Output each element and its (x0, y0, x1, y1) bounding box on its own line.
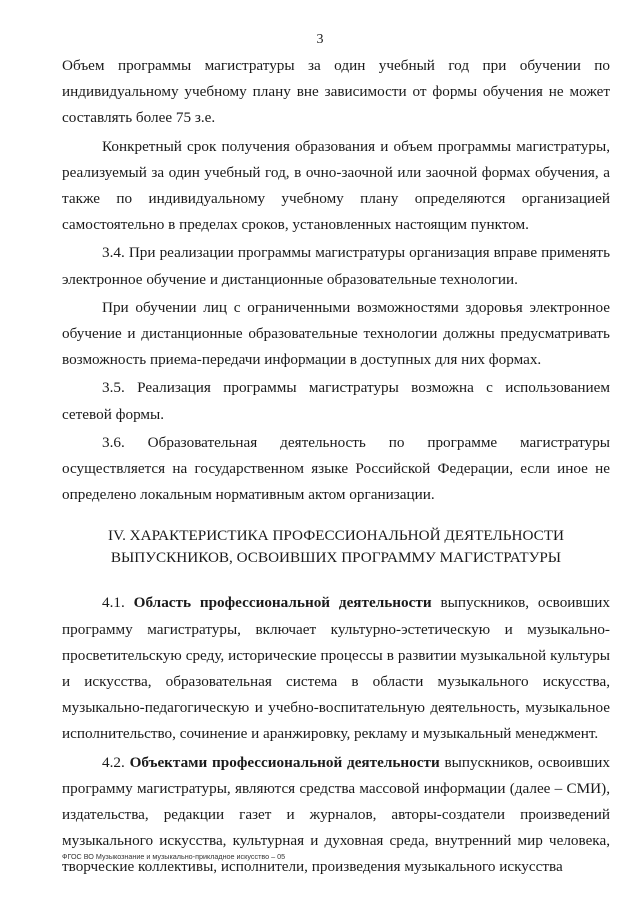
clause-4-2-number: 4.2. (102, 753, 125, 771)
clause-4-1-number: 4.1. (102, 594, 125, 612)
paragraph-3-4: 3.4. При реализации программы магистратуры организация вправе применять электронное обучение и дистанционные образовательные технологии. (62, 244, 610, 288)
paragraph-3-5: 3.5. Реализация программы магистратуры возможна с использованием сетевой формы. (62, 379, 610, 423)
clause-4-1-bold: Область профессиональной деятельности (133, 594, 432, 612)
clause-4-1 (62, 590, 610, 747)
paragraph-disabilities: При обучении лиц с ограниченными возможностями здоровья электронное обучение и дистанционные образовательные технологии должны предусматривать возможность приема-передачи информации в доступных для них формах. (62, 298, 610, 369)
document-body (62, 53, 610, 881)
section-heading (62, 525, 610, 569)
section-heading-line2: ВЫПУСКНИКОВ, ОСВОИВШИХ ПРОГРАММУ МАГИСТРАТУРЫ (110, 549, 562, 567)
clause-4-2 (62, 750, 610, 881)
paragraph-duration: Конкретный срок получения образования и объем программы магистратуры, реализуемый за один учебный год, в очно-заочной или заочной формах обучения, а также по индивидуальному учебному плану определяются организацией самостоятельно в пределах сроков, установленных настоящим пунктом. (62, 137, 610, 234)
section-heading-line1: IV. ХАРАКТЕРИСТИКА ПРОФЕССИОНАЛЬНОЙ ДЕЯТЕЛЬНОСТИ (108, 527, 564, 545)
clause-4-1-text: выпускников, освоивших программу магистратуры, включает культурно-эстетическую и музыкально-просветительскую среду, исторические процессы в развитии музыкальной культуры и искусства, образовательная система в области музыкального искусства, музыкально-педагогическую и учебно-воспитательную деятельность, музыкальное исполнительство, сочинение и аранжировку, рекламу и музыкальный менеджмент. (62, 594, 611, 743)
clause-4-2-bold: Объектами профессиональной деятельности (129, 753, 440, 771)
clause-4-2-text: выпускников, освоивших программу магистратуры, являются средства массовой информации (далее – СМИ), издательства, редакции газет и журналов, авторы-создатели произведений музыкального искусства, культурная и духовная среда, внутренний мир человека, творческие коллективы, исполнители, произведения музыкального искусства (62, 753, 610, 876)
paragraph-3-6: 3.6. Образовательная деятельность по программе магистратуры осуществляется на государственном языке Российской Федерации, если иное не определено локальным нормативным актом организации. (62, 433, 610, 504)
paragraph-credit-limit: Объем программы магистратуры за один учебный год при обучении по индивидуальному учебному плану вне зависимости от формы обучения не может составлять более 75 з.е. (62, 57, 610, 127)
page-number: 3 (316, 32, 324, 47)
page-footer: ФГОС ВО Музыкознание и музыкально-прикладное искусство – 05 (62, 852, 286, 861)
